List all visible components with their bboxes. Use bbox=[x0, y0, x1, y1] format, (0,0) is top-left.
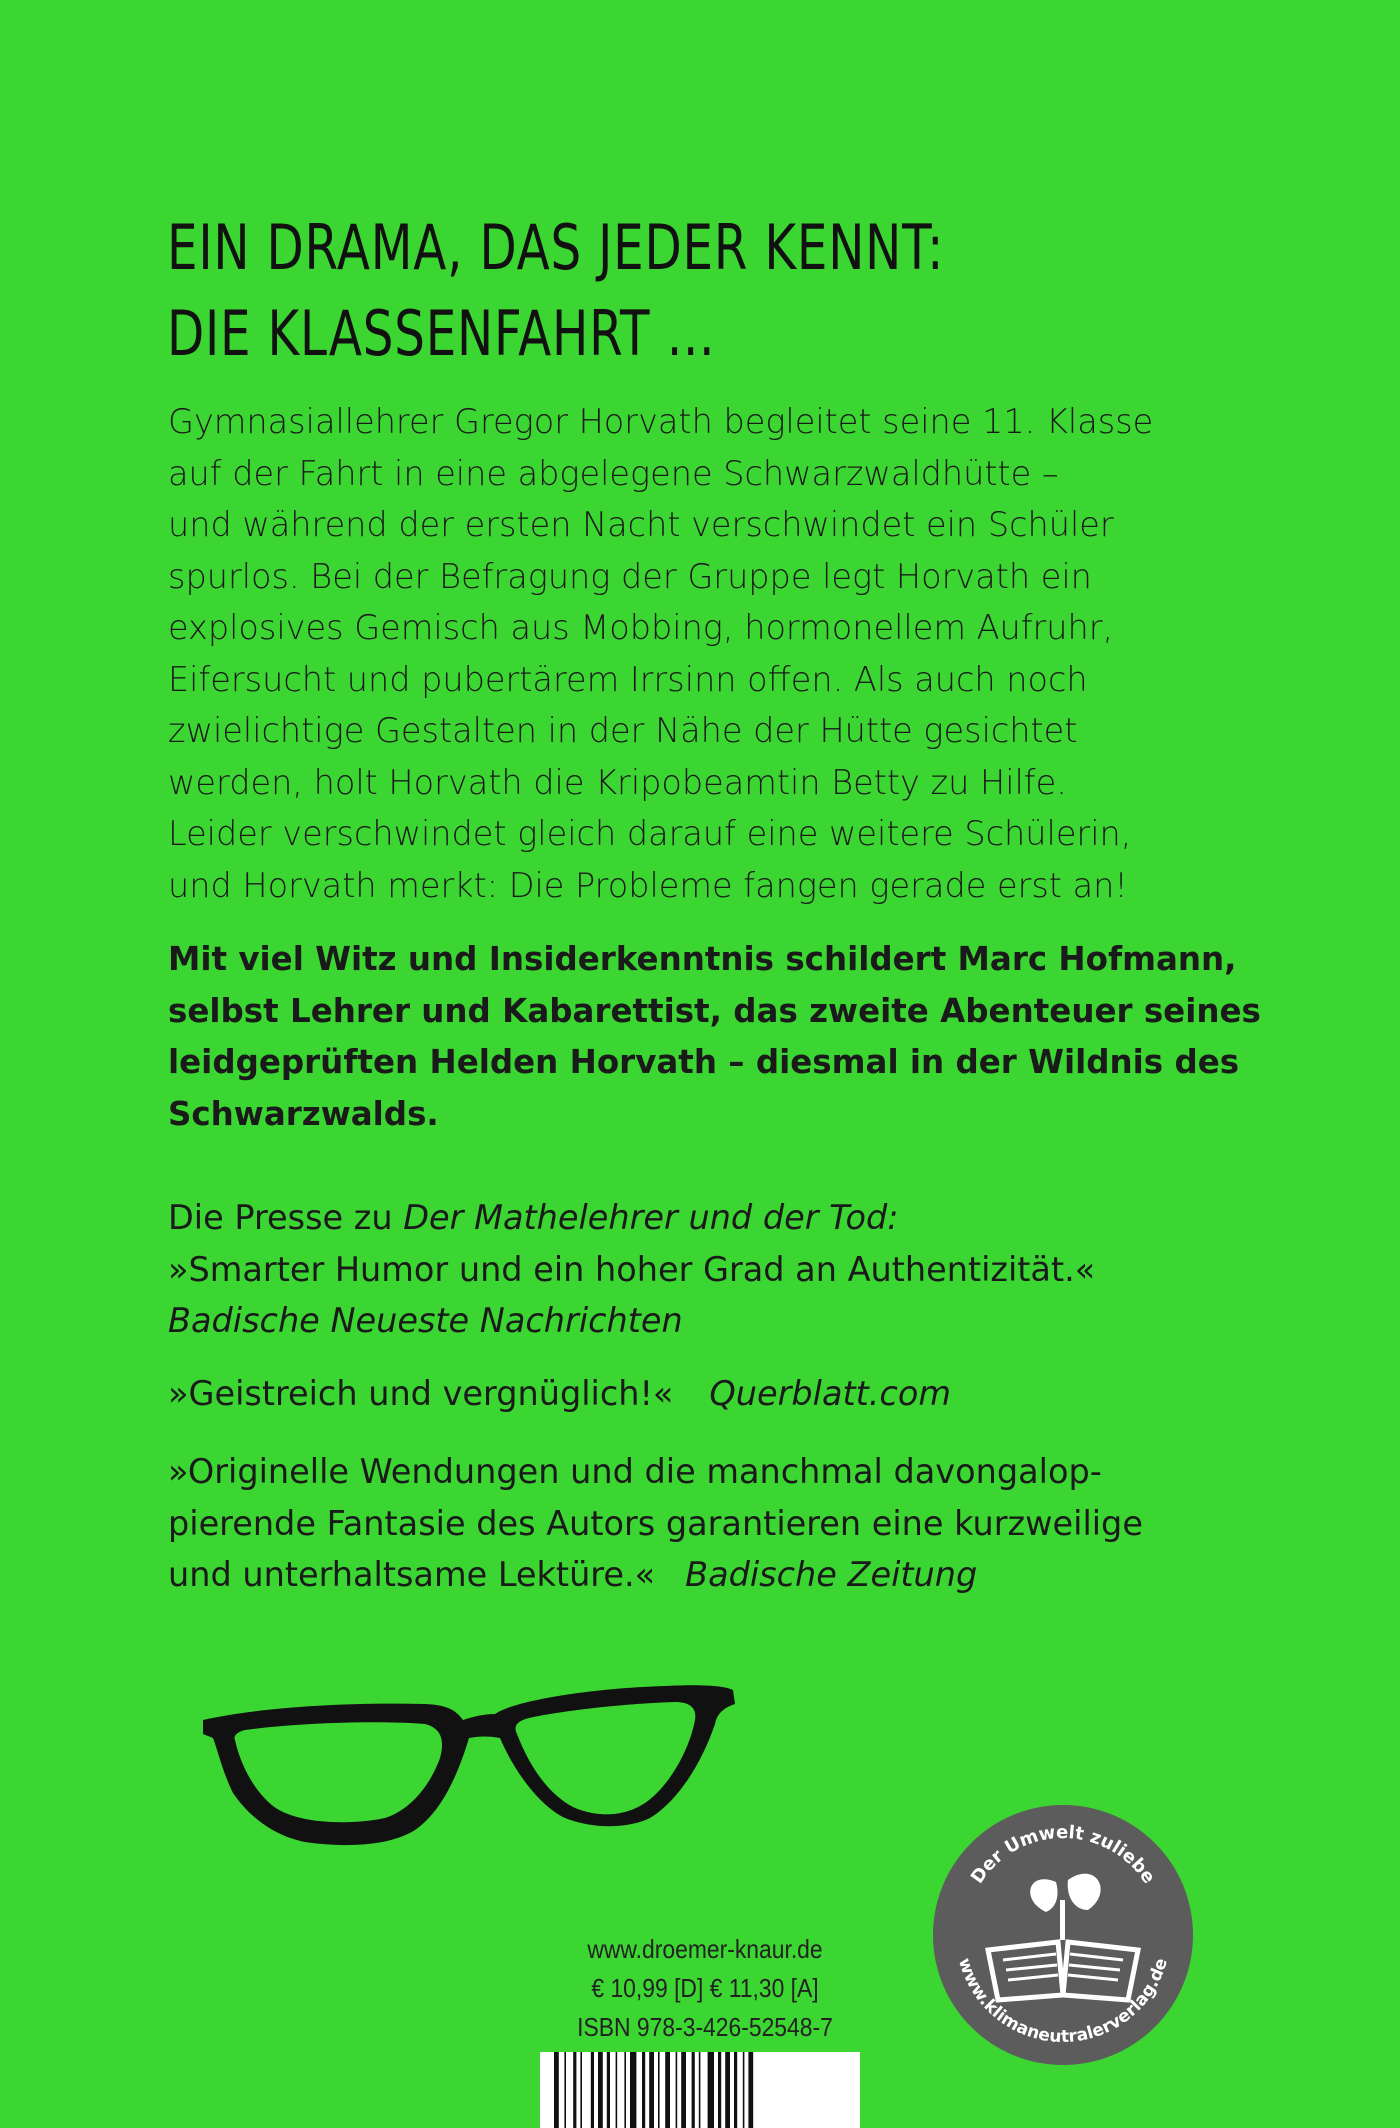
press-intro-prefix: Die Presse zu bbox=[168, 1198, 404, 1237]
barcode-bar bbox=[554, 2052, 559, 2128]
glasses-icon bbox=[195, 1678, 740, 1853]
barcode-bar bbox=[598, 2052, 603, 2128]
press-quote-1: »Smarter Humor und ein hoher Grad an Authentizität.« bbox=[168, 1249, 1096, 1289]
barcode-bar bbox=[616, 2052, 618, 2128]
eco-badge bbox=[928, 1800, 1198, 2070]
barcode-bar bbox=[676, 2052, 678, 2128]
barcode-bar bbox=[642, 2052, 645, 2128]
press-source-3: Badische Zeitung bbox=[685, 1555, 978, 1594]
description-line: Eifersucht und pubertärem Irrsinn offen. Als auch noch bbox=[168, 659, 1088, 699]
press-source-1-text: Badische Neueste Nachrichten bbox=[168, 1301, 683, 1340]
description-line: und Horvath merkt: Die Probleme fangen gerade erst an! bbox=[168, 865, 1128, 905]
press-intro bbox=[168, 1192, 1258, 1244]
barcode-bar bbox=[725, 2052, 730, 2128]
barcode-bar bbox=[630, 2052, 636, 2128]
barcode-bar bbox=[649, 2052, 654, 2128]
isbn-label: ISBN 978-3-426-52548-7 bbox=[577, 2012, 833, 2042]
press-quote-2-line bbox=[168, 1368, 1258, 1420]
press-quote-3-line-2: pierende Fantasie des Autors garantieren eine kurzweilige bbox=[168, 1503, 1143, 1543]
barcode-bar bbox=[665, 2052, 670, 2128]
description-line: werden, holt Horvath die Kripobeamtin Betty zu Hilfe. bbox=[168, 762, 1067, 802]
press-quote-3-block bbox=[168, 1446, 1258, 1601]
barcode-bar bbox=[607, 2052, 610, 2128]
description-line: Gymnasiallehrer Gregor Horvath begleitet seine 11. Klasse bbox=[168, 402, 1154, 441]
press-intro-title: Der Mathelehrer und der Tod: bbox=[403, 1198, 899, 1237]
author-blurb-line: selbst Lehrer und Kabarettist, das zweite Abenteuer seines bbox=[168, 991, 1261, 1030]
barcode-bar bbox=[564, 2052, 566, 2128]
headline bbox=[167, 205, 1025, 377]
description-line: spurlos. Bei der Befragung der Gruppe legt Horvath ein bbox=[168, 556, 1092, 596]
press-section bbox=[168, 1192, 1258, 1347]
barcode-bar bbox=[692, 2052, 695, 2128]
description-paragraph bbox=[168, 396, 1258, 911]
headline-line-1: EIN DRAMA, DAS JEDER KENNT: bbox=[167, 211, 945, 284]
press-quote-3-line-3 bbox=[168, 1549, 1258, 1601]
barcode-bar bbox=[580, 2052, 582, 2128]
author-blurb-line: Schwarzwalds. bbox=[168, 1094, 439, 1133]
description-line: und während der ersten Nacht verschwindet ein Schüler bbox=[168, 505, 1114, 544]
barcode-bar bbox=[734, 2052, 737, 2128]
publisher-info bbox=[564, 1930, 846, 2047]
press-quote-3-end: und unterhaltsame Lektüre.« bbox=[168, 1555, 656, 1594]
author-blurb-line: Mit viel Witz und Insiderkenntnis schildert Marc Hofmann, bbox=[168, 940, 1237, 978]
publisher-website[interactable]: www.droemer-knaur.de bbox=[587, 1934, 823, 1964]
press-source-2: Querblatt.com bbox=[709, 1374, 951, 1413]
barcode-bar bbox=[658, 2052, 660, 2128]
press-source-1 bbox=[168, 1295, 1258, 1347]
barcode-bar bbox=[699, 2052, 701, 2128]
author-blurb bbox=[168, 934, 1261, 1140]
press-quote-3-line-1: »Originelle Wendungen und die manchmal davongalop- bbox=[168, 1452, 1102, 1491]
barcode-bar bbox=[743, 2052, 745, 2128]
barcode-bar bbox=[718, 2052, 721, 2128]
description-line: auf der Fahrt in eine abgelegene Schwarzwaldhütte – bbox=[168, 453, 1059, 493]
barcode-bar bbox=[573, 2052, 576, 2128]
barcode-bar bbox=[624, 2052, 626, 2128]
price-label: € 10,99 [D] € 11,30 [A] bbox=[591, 1973, 819, 2003]
description-line: explosives Gemisch aus Mobbing, hormonellem Aufruhr, bbox=[168, 608, 1114, 647]
barcode-bar bbox=[591, 2052, 594, 2128]
eco-badge-top-text: Der Umwelt zuliebe bbox=[966, 1821, 1160, 1888]
barcode-bar bbox=[708, 2052, 714, 2128]
barcode-bar bbox=[748, 2052, 753, 2128]
press-quote-2-block bbox=[168, 1368, 1258, 1420]
description-line: zwielichtige Gestalten in der Nähe der Hütte gesichtet bbox=[168, 711, 1078, 750]
eco-badge-bottom-text: www.klimaneutralerverlag.de bbox=[953, 1955, 1172, 2048]
headline-line-2: DIE KLASSENFAHRT … bbox=[167, 297, 716, 370]
press-quote-2: »Geistreich und vergnüglich!« bbox=[168, 1374, 674, 1413]
description-line: Leider verschwindet gleich darauf eine weitere Schülerin, bbox=[168, 814, 1132, 853]
barcode-bar bbox=[681, 2052, 686, 2128]
barcode bbox=[540, 2052, 860, 2128]
author-blurb-line: leidgeprüften Helden Horvath – diesmal in der Wildnis des bbox=[168, 1043, 1240, 1081]
